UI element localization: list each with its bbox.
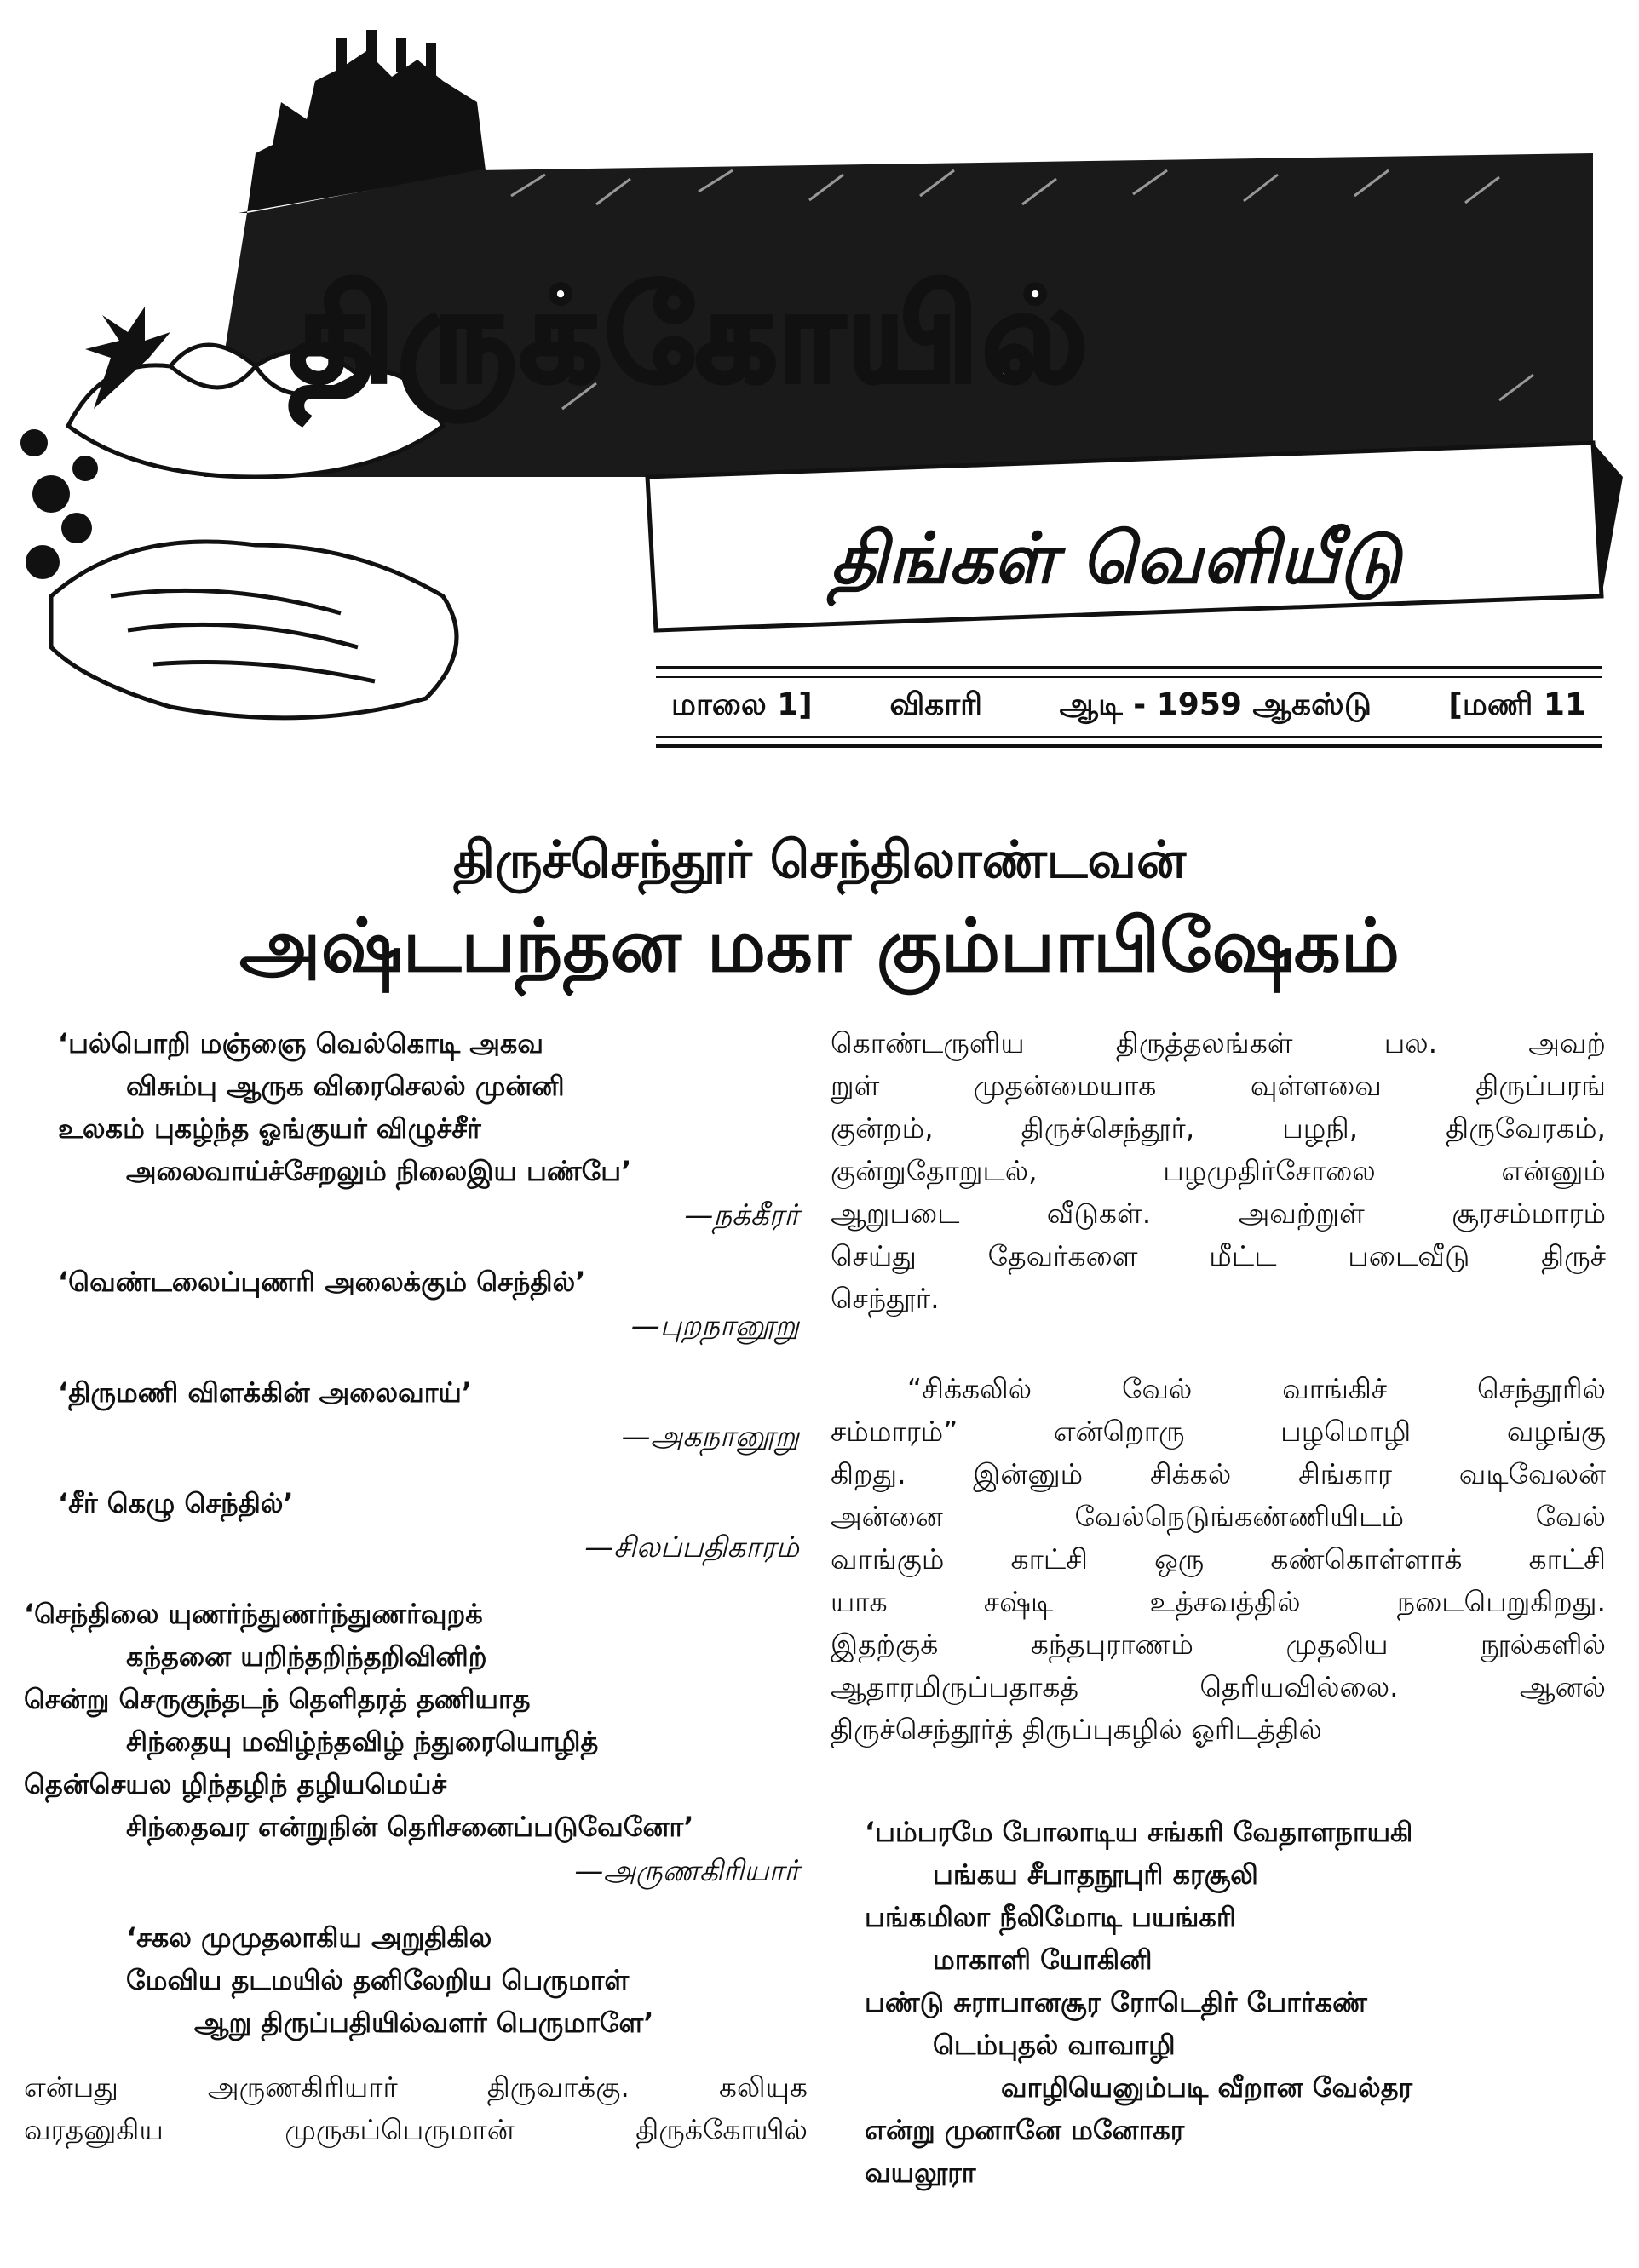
prose-line: அன்னை வேல்நெடுங்கண்ணியிடம் வேல் xyxy=(831,1500,1606,1533)
paragraph-2 xyxy=(831,1368,1606,1751)
prose-line: யாக சஷ்டி உத்சவத்தில் நடைபெறுகிறது. xyxy=(831,1585,1606,1618)
verse-line: ‘திருமணி விளக்கின் அலைவாய்’ xyxy=(58,1376,472,1409)
verse-line: சிந்தைவர என்றுநின் தெரிசனைப்படுவேனோ’ xyxy=(126,1811,694,1843)
issue-volume: மாலை 1] xyxy=(671,687,813,722)
prose-line: ஆறுபடை வீடுகள். அவற்றுள் சூரசம்மாரம் xyxy=(831,1197,1606,1230)
prose-line: றுள் முதன்மையாக வுள்ளவை திருப்பரங் xyxy=(831,1069,1606,1102)
issue-month-date: ஆடி - 1959 ஆகஸ்டு xyxy=(1059,687,1372,722)
headline-line2: அஷ்டபந்தன மகா கும்பாபிஷேகம் xyxy=(239,903,1400,989)
verse-line: ஆறு திருப்பதியில்வளர் பெருமாளே’ xyxy=(194,2007,654,2039)
verse-line: விசும்பு ஆருக விரைசெலல் முன்னி xyxy=(126,1070,565,1102)
quote-akananuru xyxy=(24,1371,808,1414)
magazine-title: திருக்கோயில் xyxy=(290,262,1092,411)
prose-line: செய்து தேவர்களை மீட்ட படைவீடு திருச் xyxy=(831,1239,1606,1272)
right-column xyxy=(831,1022,1606,2194)
verse-line: என்று முனானே மனோகர xyxy=(865,2114,1185,2146)
magazine-subtitle: திங்கள் வெளியீடு xyxy=(830,518,1402,600)
verse-line: சிந்தையு மவிழ்ந்தவிழ் ந்துரையொழித் xyxy=(126,1725,599,1758)
issue-number: [மணி 11 xyxy=(1448,687,1586,722)
verse-line: மாகாளி யோகினி xyxy=(933,1944,1153,1976)
verse-line: பங்கமிலா நீலிமோடி பயங்கரி xyxy=(865,1901,1236,1933)
verse-line: வயலூரா xyxy=(865,2156,976,2189)
prose-line: வாங்கும் காட்சி ஒரு கண்கொள்ளாக் காட்சி xyxy=(831,1542,1606,1576)
prose-line: ஆதாரமிருப்பதாகத் தெரியவில்லை. ஆனல் xyxy=(831,1670,1606,1703)
quote-attribution: —புறநானூறு xyxy=(630,1309,799,1343)
verse-line: அலைவாய்ச்சேறலும் நிலைஇய பண்பே’ xyxy=(126,1155,632,1187)
prose-line: குன்றுதோறுடல், பழமுதிர்சோலை என்னும் xyxy=(831,1154,1606,1187)
verse-line: பண்டு சுராபானசூர ரோடெதிர் போர்கண் xyxy=(865,1986,1367,2018)
prose-line: இதற்குக் கந்தபுராணம் முதலிய நூல்களில் xyxy=(831,1628,1606,1661)
quote-arunagiriyar xyxy=(24,1593,808,1848)
prose-line: வரதனுகிய முருகப்பெருமான் திருக்கோயில் xyxy=(24,2113,808,2146)
issue-year-name: விகாரி xyxy=(889,687,983,722)
headline-line1: திருச்செந்தூர் செந்திலாண்டவன் xyxy=(452,830,1187,890)
verse-line: ‘செந்திலை யுணர்ந்துணர்ந்துணர்வுறக் xyxy=(24,1598,483,1630)
prose-line: குன்றம், திருச்செந்தூர், பழநி, திருவேரகம், xyxy=(831,1111,1606,1145)
prose-line: கொண்டருளிய திருத்தலங்கள் பல. அவற் xyxy=(831,1026,1606,1059)
verse-line: ‘பல்பொறி மஞ்ஞை வெல்கொடி அகவ xyxy=(58,1027,544,1059)
masthead xyxy=(0,0,1639,767)
prose-line: சம்மாரம்” என்றொரு பழமொழி வழங்கு xyxy=(831,1415,1606,1448)
verse-line: மேவிய தடமயில் தனிலேறிய பெருமாள் xyxy=(126,1964,630,1996)
prose-line: திருச்செந்தூர்த் திருப்புகழில் ஓரிடத்தில் xyxy=(831,1713,1322,1746)
verse-line: ‘சகல முமுதலாகிய அறுதிகில xyxy=(126,1921,492,1954)
prose-line: “சிக்கலில் வேல் வாங்கிச் செந்தூரில் xyxy=(907,1372,1606,1405)
quote-silappathikaram xyxy=(24,1482,808,1524)
verse-line: உலகம் புகழ்ந்த ஓங்குயர் விழுச்சீர் xyxy=(58,1112,481,1145)
issue-info-bar xyxy=(656,666,1602,748)
verse-line: கந்தனை யறிந்தறிந்தறிவினிற் xyxy=(126,1640,487,1673)
quote-attribution: —அருணகிரியார் xyxy=(574,1854,799,1888)
verse-line: தென்செயல ழிந்தழிந் தழியமெய்ச் xyxy=(24,1768,447,1800)
verse-line: பங்கய சீபாதநூபுரி கரசூலி xyxy=(933,1858,1258,1891)
prose-line: என்பது அருணகிரியார் திருவாக்கு. கலியுக xyxy=(24,2070,808,2104)
quote-attribution: —அகநானூறு xyxy=(621,1420,799,1454)
verse-line: ‘வெண்டலைப்புணரி அலைக்கும் செந்தில்’ xyxy=(58,1266,586,1298)
thiruppugazh-verse xyxy=(831,1811,1606,2194)
paragraph-1 xyxy=(831,1022,1606,1320)
quote-thiruppugazh xyxy=(24,1916,808,2044)
verse-line: ‘சீர் கெழு செந்தில்’ xyxy=(58,1487,294,1519)
left-column xyxy=(24,1022,808,2151)
quote-nakkeerar xyxy=(24,1022,808,1192)
verse-line: வாழியெனும்படி வீறான வேல்தர xyxy=(1001,2071,1413,2104)
verse-line: ‘பம்பரமே போலாடிய சங்கரி வேதாளநாயகி xyxy=(865,1816,1413,1848)
prose-line: கிறது. இன்னும் சிக்கல் சிங்கார வடிவேலன் xyxy=(831,1457,1606,1490)
prose-line: செந்தூர். xyxy=(831,1282,940,1315)
verse-line: டெம்புதல் வாவாழி xyxy=(933,2029,1176,2061)
quote-attribution: —சிலப்பதிகாரம் xyxy=(584,1530,799,1565)
verse-line: சென்று செருகுந்தடந் தெளிதரத் தணியாத xyxy=(24,1683,531,1715)
quote-purananuru xyxy=(24,1260,808,1303)
quote-attribution: —நக்கீரர் xyxy=(684,1198,799,1232)
closing-paragraph xyxy=(24,2066,808,2151)
